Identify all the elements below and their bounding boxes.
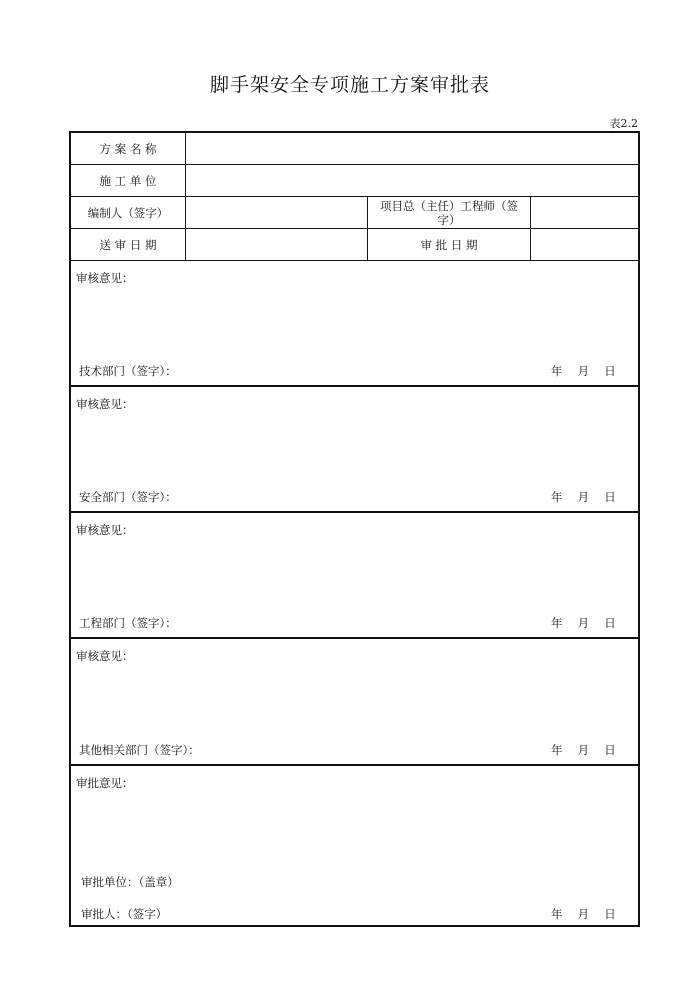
- approve-date-field[interactable]: [530, 229, 638, 260]
- construction-unit-field[interactable]: [185, 165, 638, 196]
- review-opinion-label: 审核意见：: [76, 271, 134, 285]
- approval-unit-label: 审批单位：（盖章）: [81, 875, 179, 889]
- submit-date-label: 送 审 日 期: [99, 237, 157, 252]
- scheme-name-row: [71, 133, 638, 165]
- signature-label: 工程部门（签字）：: [79, 616, 177, 630]
- date-label: 年 月 日: [551, 616, 616, 630]
- form-number: 表2.2: [609, 117, 638, 130]
- scheme-name-field[interactable]: [185, 133, 638, 164]
- page-title: 脚手架安全专项施工方案审批表: [209, 74, 490, 96]
- review-section-other[interactable]: [71, 639, 638, 766]
- date-row: [71, 229, 638, 261]
- signature-label: 其他相关部门（签字）：: [79, 743, 200, 757]
- scheme-name-label: 方 案 名 称: [99, 141, 157, 156]
- approval-section[interactable]: [71, 766, 638, 925]
- approve-date-label: 审 批 日 期: [367, 229, 530, 260]
- signature-label: 技术部门（签字）：: [79, 364, 177, 378]
- submit-date-field[interactable]: [185, 229, 367, 260]
- review-opinion-label: 审核意见：: [76, 649, 134, 663]
- signature-label: 安全部门（签字）：: [79, 490, 177, 504]
- review-section-technical[interactable]: [71, 261, 638, 387]
- date-label: 年 月 日: [551, 743, 616, 757]
- date-label: 年 月 日: [551, 490, 616, 504]
- approval-date-label: 年 月 日: [551, 907, 616, 921]
- construction-unit-row: [71, 165, 638, 197]
- date-label: 年 月 日: [551, 364, 616, 378]
- author-label: 编制人（签字）: [87, 205, 169, 220]
- construction-unit-label: 施 工 单 位: [99, 173, 157, 188]
- review-section-safety[interactable]: [71, 387, 638, 513]
- author-field[interactable]: [185, 197, 367, 228]
- review-opinion-label: 审核意见：: [76, 397, 134, 411]
- author-row: [71, 197, 638, 229]
- chief-engineer-field[interactable]: [530, 197, 638, 228]
- approver-label: 审批人：（签字）: [81, 907, 168, 921]
- chief-engineer-label: 项目总（主任）工程师（签字）: [367, 197, 530, 228]
- review-section-engineering[interactable]: [71, 513, 638, 639]
- approval-opinion-label: 审批意见：: [76, 776, 134, 790]
- review-opinion-label: 审核意见：: [76, 523, 134, 537]
- approval-form: [69, 131, 640, 927]
